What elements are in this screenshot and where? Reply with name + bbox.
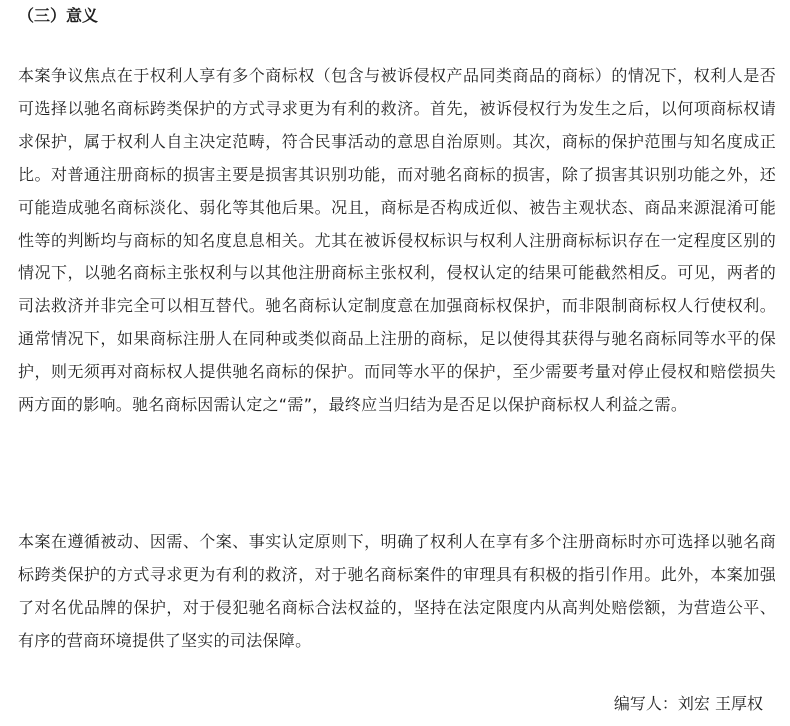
body-paragraph-significance: 本案争议焦点在于权利人享有多个商标权（包含与被诉侵权产品同类商品的商标）的情况下，权利人是否可选择以驰名商标跨类保护的方式寻求更为有利的救济。首先，被诉侵权行为发生之后，以何项商标权请求保护，属于权利人自主决定范畴，符合民事活动的意思自治原则。其次，商标的保护范围与知名度成正比。对普通注册商标的损害主要是损害其识别功能，而对驰名商标的损害，除了损害其识别功能之外，还可能造成驰名商标淡化、弱化等其他后果。况且，商标是否构成近似、被告主观状态、商品来源混淆可能性等的判断均与商标的知名度息息相关。尤其在被诉侵权标识与权利人注册商标标识存在一定程度区别的情况下，以驰名商标主张权利与以其他注册商标主张权利，侵权认定的结果可能截然相反。可见，两者的司法救济并非完全可以相互替代。驰名商标认定制度意在加强商标权保护，而非限制商标权人行使权利。通常情况下，如果商标注册人在同种或类似商品上注册的商标，足以使得其获得与驰名商标同等水平的保护，则无须再对商标权人提供驰名商标的保护。而同等水平的保护，至少需要考量对停止侵权和赔偿损失两方面的影响。驰名商标因需认定之“需”，最终应当归结为是否足以保护商标权人利益之需。: [18, 66, 776, 415]
section-heading: （三）意义: [18, 6, 99, 25]
author-line: 编写人：刘宏 王厚权: [613, 694, 763, 713]
body-paragraph-conclusion: 本案在遵循被动、因需、个案、事实认定原则下，明确了权利人在享有多个注册商标时亦可选择以驰名商标跨类保护的方式寻求更为有利的救济，对于驰名商标案件的审理具有积极的指引作用。此外，本案加强了对名优品牌的保护，对于侵犯驰名商标合法权益的，坚持在法定限度内从高判处赔偿额，为营造公平、有序的营商环境提供了坚实的司法保障。: [18, 532, 776, 650]
